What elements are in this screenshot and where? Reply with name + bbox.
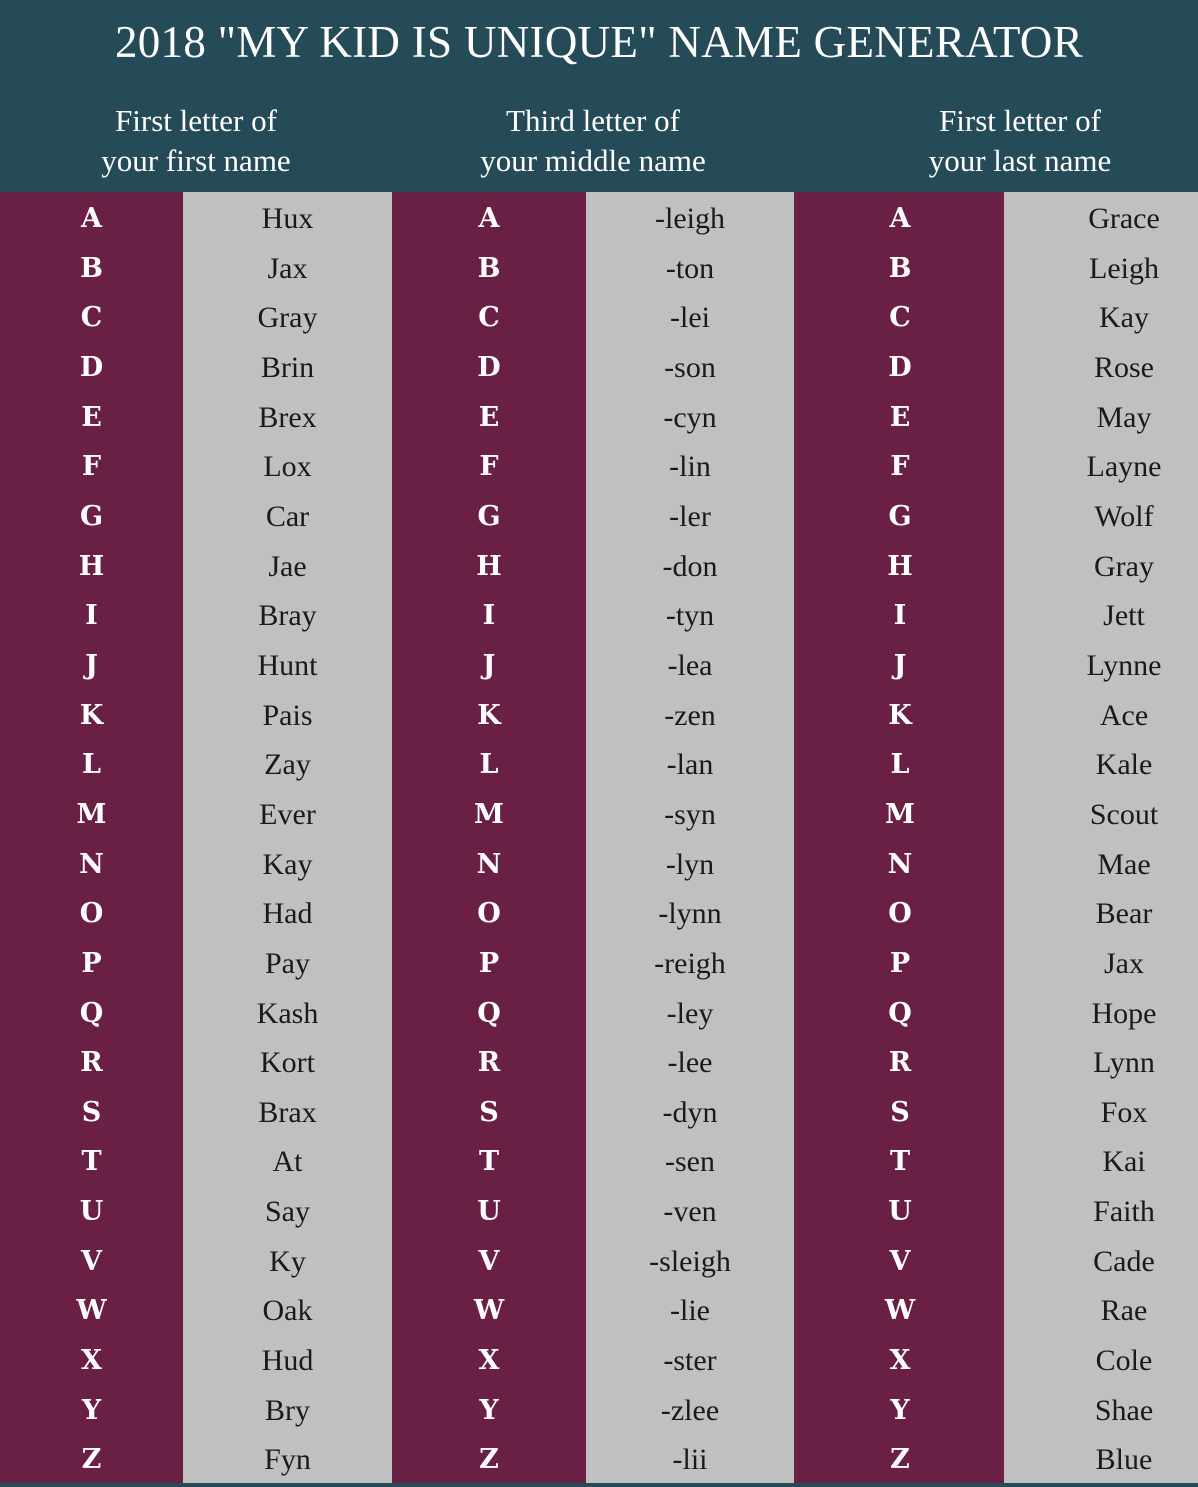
column-header-last-name [820,101,1198,181]
letter-cell: N [79,848,104,880]
name-cell: -ster [663,1344,717,1378]
letter-cell: C [478,302,500,334]
name-cell: -dyn [662,1095,718,1129]
letter-cell: Q [79,997,104,1029]
name-cell: Brax [258,1095,317,1129]
letter-cell: E [81,401,102,433]
name-cell: Kay [1099,301,1149,335]
name-list-first [183,196,392,1487]
letter-cell: G [888,500,912,532]
name-cell: Scout [1089,797,1159,831]
name-cell: Brin [260,350,315,384]
name-cell: -cyn [663,400,717,434]
letter-cell: M [76,798,107,830]
letter-cell: N [887,848,913,880]
name-cell: At [272,1145,303,1179]
name-cell: -tyn [665,599,715,633]
name-cell: Hunt [257,648,318,682]
letter-cell: S [890,1096,910,1128]
name-cell: Kale [1095,748,1153,782]
name-cell: Fyn [264,1443,311,1477]
name-cell: Pay [265,946,310,980]
letter-cell: Y [81,1394,102,1426]
letter-cell: L [890,749,910,781]
name-cell: Cade [1093,1244,1155,1278]
name-cell: Jae [268,549,307,583]
letter-cell: C [80,302,103,334]
letter-cell: R [888,1047,912,1079]
name-cell: -syn [664,797,716,831]
letter-cell: W [473,1295,505,1327]
letter-cell: F [81,451,102,483]
letter-cell: C [889,302,911,334]
name-cell: Hud [261,1344,314,1378]
letter-cell: F [890,451,910,483]
name-cell: Lynn [1093,1046,1155,1080]
letter-cell: N [476,848,502,880]
name-cell: -sen [665,1145,715,1179]
letter-cell: S [479,1096,499,1128]
name-cell: Brex [258,400,317,434]
letter-cell: Q [477,997,501,1029]
letter-list-first [0,196,183,1487]
name-cell: -ton [665,251,715,285]
letter-cell: K [888,699,912,731]
name-cell: Faith [1093,1195,1155,1229]
letter-cell: H [78,550,105,582]
letter-cell: D [477,351,501,383]
letter-cell: V [478,1245,500,1277]
letter-cell: K [477,699,501,731]
name-cell: Leigh [1089,251,1159,285]
letter-cell: D [79,351,104,383]
letter-cell: H [476,550,502,582]
letter-cell: J [893,649,907,681]
name-list-last [1004,196,1198,1487]
name-cell: Kai [1102,1145,1146,1179]
letter-cell: F [479,451,499,483]
letter-cell: B [888,252,912,284]
name-cell: -leigh [655,202,725,235]
letter-cell: X [889,1345,911,1377]
column-header-middle-name [392,101,794,181]
name-cell: Bry [265,1393,310,1427]
letter-cell: K [79,699,104,731]
name-cell: Grace [1088,202,1160,235]
name-cell: -son [664,350,716,384]
letter-cell: R [477,1047,501,1079]
letter-cell: M [474,798,504,830]
name-cell: Jett [1103,599,1145,633]
letter-cell: A [478,203,500,234]
name-cell: Hope [1091,996,1157,1030]
name-cell: May [1096,400,1152,434]
name-cell: Ace [1099,698,1149,732]
name-cell: Had [262,897,313,931]
name-cell: Rose [1094,350,1154,384]
column-header-line2: your last name [928,143,1112,178]
letter-cell: S [81,1096,102,1128]
column-header-first-name [0,101,392,181]
name-cell: Lox [263,450,312,484]
letter-cell: W [884,1295,916,1327]
letter-cell: P [478,947,500,979]
letter-cell: J [85,649,98,681]
name-cell: -lan [666,748,714,782]
name-cell: Pais [262,698,313,732]
letter-cell: H [887,550,913,582]
letter-cell: A [889,203,911,234]
letter-cell: X [81,1345,102,1377]
page-title: 2018 "MY KID IS UNIQUE" NAME GENERATOR [114,17,1084,67]
name-cell: -lee [667,1046,713,1080]
letter-cell: Z [81,1444,102,1476]
name-cell: -reigh [654,946,726,980]
name-cell: Jax [267,251,308,285]
letter-cell: Q [888,997,912,1029]
letter-cell: U [888,1196,912,1228]
letter-cell: M [885,798,915,830]
name-cell: Ever [259,797,316,831]
letter-cell: B [80,252,103,284]
letter-cell: P [889,947,911,979]
letter-cell: Z [479,1444,499,1476]
name-cell: Kay [262,847,313,881]
letter-cell: E [478,401,500,433]
name-cell: Lynne [1086,648,1162,682]
name-cell: Cole [1095,1344,1153,1378]
name-cell: Car [265,499,310,533]
letter-cell: O [888,898,912,930]
letter-cell: O [477,898,501,930]
name-cell: Mae [1097,847,1151,881]
name-cell: -zen [664,698,716,732]
letter-cell: O [79,898,104,930]
name-cell: Gray [1094,549,1154,583]
name-cell: Bray [258,599,317,633]
letter-cell: X [478,1345,500,1377]
name-cell: -lie [670,1294,710,1328]
name-cell: Say [265,1195,310,1229]
letter-cell: I [893,600,907,632]
letter-cell: A [81,203,102,234]
letter-cell: L [479,749,499,781]
column-header-line1: Third letter of [506,103,680,138]
name-cell: Wolf [1094,499,1154,533]
name-cell: -ven [663,1195,717,1229]
letter-list-last [794,196,1006,1487]
name-cell: Zay [264,748,311,782]
name-cell: Jax [1104,946,1144,980]
name-cell: -zlee [660,1393,720,1427]
letter-cell: Z [890,1444,910,1476]
letter-cell: U [79,1196,104,1228]
name-cell: -lyn [665,847,715,881]
name-cell: Oak [262,1294,313,1328]
letter-cell: U [477,1196,501,1228]
name-cell: Bear [1095,897,1153,931]
letter-cell: E [889,401,911,433]
letter-cell: T [81,1146,102,1178]
letter-cell: R [80,1047,103,1079]
letter-cell: I [482,600,496,632]
name-cell: -lii [672,1443,708,1477]
name-cell: Kash [256,996,319,1030]
letter-cell: I [85,600,98,632]
name-cell: -don [662,549,718,583]
letter-cell: D [888,351,912,383]
name-cell: -sleigh [649,1244,731,1278]
letter-cell: V [889,1245,911,1277]
name-cell: Layne [1086,450,1162,484]
name-cell: -lea [667,648,713,682]
name-cell: Shae [1094,1393,1154,1427]
name-cell: -lynn [658,897,722,931]
letter-cell: T [478,1146,500,1178]
name-cell: -ler [669,499,711,533]
name-list-middle [586,196,794,1487]
letter-cell: G [79,500,104,532]
letter-cell: B [477,252,501,284]
name-cell: Kort [260,1046,315,1080]
letter-cell: V [81,1245,102,1277]
letter-list-middle [392,196,586,1487]
column-header-line2: your first name [101,143,291,178]
letter-cell: P [81,947,102,979]
letter-cell: G [477,500,501,532]
letter-cell: T [889,1146,911,1178]
column-header-line1: First letter of [939,103,1101,138]
name-cell: Hux [261,202,314,235]
name-cell: Fox [1100,1095,1148,1129]
name-cell: Ky [269,1244,306,1278]
column-header-line2: your middle name [480,143,706,178]
letter-cell: J [482,649,496,681]
name-cell: -lei [670,301,710,335]
letter-cell: W [76,1295,107,1327]
name-cell: Rae [1100,1294,1148,1328]
header [0,0,1198,192]
letter-cell: Y [479,1394,499,1426]
name-cell: Gray [257,301,318,335]
name-cell: Blue [1095,1443,1153,1477]
name-cell: -ley [666,996,714,1030]
letter-cell: L [82,749,101,781]
name-cell: -lin [669,450,711,484]
letter-cell: Y [890,1394,910,1426]
column-header-line1: First letter of [115,103,277,138]
